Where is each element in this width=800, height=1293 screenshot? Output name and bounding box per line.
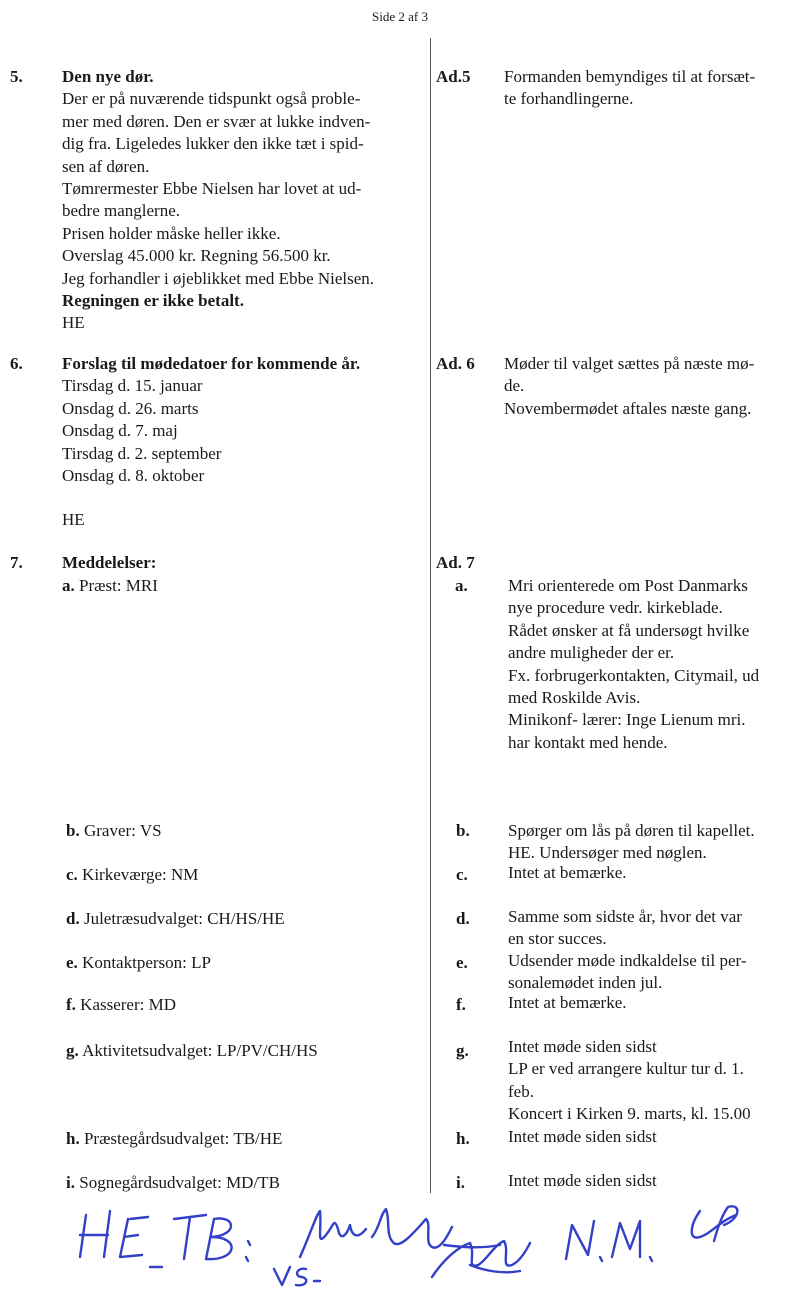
ad-letter-a: a. xyxy=(455,576,468,595)
subitem-letter: e. xyxy=(66,953,78,972)
subitem-label: Præstegårdsudvalget: TB/HE xyxy=(83,1129,283,1148)
item-5-line: Tømrermester Ebbe Nielsen har lovet at ud- xyxy=(62,179,362,199)
item-5-title: Den nye dør. xyxy=(62,67,154,86)
ad-letter-d: d. xyxy=(456,909,470,928)
subitem-label: Sognegårdsudvalget: MD/TB xyxy=(79,1173,280,1192)
ad-line: Novembermødet aftales næste gang. xyxy=(504,398,752,418)
item-6-ad-text xyxy=(504,353,754,420)
subitem-g xyxy=(66,1040,318,1062)
subitem-d xyxy=(66,908,285,930)
ad-line: har kontakt med hende. xyxy=(508,732,668,752)
ad-line: feb. xyxy=(508,1081,534,1101)
ad-text-f xyxy=(508,992,627,1014)
signature-he xyxy=(80,1211,162,1267)
item-6-line: Onsdag d. 8. oktober xyxy=(62,466,205,486)
subitem-letter: c. xyxy=(66,865,78,884)
item-5-left xyxy=(62,66,374,335)
item-6-ad-label: Ad. 6 xyxy=(436,354,475,373)
ad-line: te forhandlingerne. xyxy=(504,89,634,109)
item-5-bold-line: Regningen er ikke betalt. xyxy=(62,291,244,311)
ad-letter-i: i. xyxy=(456,1173,465,1192)
column-divider xyxy=(430,38,431,1193)
subitem-c xyxy=(66,864,198,886)
ad-line: sonalemødet inden jul. xyxy=(508,973,663,993)
item-7-title: Meddelelser: xyxy=(62,553,157,572)
item-5-line: Overslag 45.000 kr. Regning 56.500 kr. xyxy=(62,246,331,266)
ad-line: andre muligheder der er. xyxy=(508,643,675,663)
ad-text-h xyxy=(508,1126,657,1148)
subitem-label: Kasserer: MD xyxy=(80,995,177,1014)
ad-line: Intet møde siden sidst xyxy=(508,1037,657,1056)
subitem-label: Graver: VS xyxy=(83,821,162,840)
ad-line: HE. Undersøger med nøglen. xyxy=(508,843,707,863)
item-5-line: Prisen holder måske heller ikke. xyxy=(62,223,281,243)
page-label: Side 2 af 3 xyxy=(372,9,428,24)
ad-text-c xyxy=(508,862,627,884)
item-5-number: 5. xyxy=(10,67,23,86)
subitem-label: Juletræsudvalget: CH/HS/HE xyxy=(83,909,285,928)
item-5-line: sen af døren. xyxy=(62,156,150,176)
signature-tb xyxy=(174,1215,250,1261)
item-6-title: Forslag til mødedatoer for kommende år. xyxy=(62,354,361,373)
subitem-a xyxy=(62,575,158,597)
item-5-line: bedre manglerne. xyxy=(62,201,180,221)
ad-line: en stor succes. xyxy=(508,929,607,949)
ad-line: Minikonf- lærer: Inge Lienum mri. xyxy=(508,710,746,730)
item-5-line: Der er på nuværende tidspunkt også proble- xyxy=(62,89,361,109)
ad-line: Formanden bemyndiges til at forsæt- xyxy=(504,67,756,86)
subitem-f xyxy=(66,994,176,1016)
signature-nm xyxy=(566,1221,652,1261)
subitem-label: Præst: MRI xyxy=(79,576,158,595)
item-5-line: dig fra. Ligeledes lukker den ikke tæt i spid- xyxy=(62,134,364,154)
item-6-line: Onsdag d. 26. marts xyxy=(62,398,199,418)
item-5-initials: HE xyxy=(62,313,85,333)
ad-line: Intet at bemærke. xyxy=(508,993,627,1012)
item-6-left xyxy=(62,353,360,487)
ad-line: Intet at bemærke. xyxy=(508,863,627,882)
ad-letter-h: h. xyxy=(456,1129,470,1148)
ad-letter-c: c. xyxy=(456,865,468,884)
item-6-initials: HE xyxy=(62,510,85,529)
subitem-label: Kontaktperson: LP xyxy=(82,953,211,972)
ad-text-a xyxy=(508,575,759,754)
ad-text-e xyxy=(508,950,747,995)
item-6-line: Tirsdag d. 2. september xyxy=(62,443,222,463)
item-5-line: mer med døren. Den er svær at lukke indven- xyxy=(62,111,371,131)
ad-line: Intet møde siden sidst xyxy=(508,1127,657,1146)
subitem-e xyxy=(66,952,211,974)
item-6-line: Tirsdag d. 15. januar xyxy=(62,376,203,396)
ad-line: nye procedure vedr. kirkeblade. xyxy=(508,598,723,618)
subitem-letter: f. xyxy=(66,995,76,1014)
ad-line: Samme som sidste år, hvor det var xyxy=(508,907,742,926)
ad-letter-b: b. xyxy=(456,821,470,840)
subitem-letter: i. xyxy=(66,1173,75,1192)
signature-scribble xyxy=(300,1209,500,1257)
subitem-letter: h. xyxy=(66,1129,80,1148)
item-6-line: Onsdag d. 7. maj xyxy=(62,421,178,441)
ad-line: LP er ved arrangere kultur tur d. 1. xyxy=(508,1059,744,1079)
subitem-h xyxy=(66,1128,282,1150)
subitem-label: Kirkeværge: NM xyxy=(82,865,199,884)
ad-text-d xyxy=(508,906,742,951)
item-5-line: Jeg forhandler i øjeblikket med Ebbe Nielsen. xyxy=(62,268,375,288)
ad-line: med Roskilde Avis. xyxy=(508,688,641,708)
ad-line: Udsender møde indkaldelse til per- xyxy=(508,951,747,970)
signature-vs xyxy=(274,1267,320,1285)
ad-line: Møder til valget sættes på næste mø- xyxy=(504,354,755,373)
handwritten-signatures xyxy=(0,1185,800,1293)
ad-line: Fx. forbrugerkontakten, Citymail, ud xyxy=(508,665,760,685)
signature-lp xyxy=(692,1206,738,1241)
ad-line: Mri orienterede om Post Danmarks xyxy=(508,576,748,595)
ad-letter-f: f. xyxy=(456,995,466,1014)
subitem-letter: d. xyxy=(66,909,80,928)
ad-text-g xyxy=(508,1036,751,1126)
subitem-letter: g. xyxy=(66,1041,79,1060)
item-5-ad-text xyxy=(504,66,755,111)
item-7-number: 7. xyxy=(10,553,23,572)
item-6-number: 6. xyxy=(10,354,23,373)
ad-line: Spørger om lås på døren til kapellet. xyxy=(508,821,755,840)
ad-text-b xyxy=(508,820,755,865)
subitem-b xyxy=(66,820,162,842)
item-7-ad-label: Ad. 7 xyxy=(436,553,475,572)
subitem-letter: a. xyxy=(62,576,75,595)
subitem-letter: b. xyxy=(66,821,80,840)
ad-line: Rådet ønsker at få undersøgt hvilke xyxy=(508,620,750,640)
ad-line: Intet møde siden sidst xyxy=(508,1171,657,1190)
ad-line: Koncert i Kirken 9. marts, kl. 15.00 xyxy=(508,1104,751,1124)
item-5-ad-label: Ad.5 xyxy=(436,67,471,86)
ad-letter-e: e. xyxy=(456,953,468,972)
subitem-label: Aktivitetsudvalget: LP/PV/CH/HS xyxy=(82,1041,318,1060)
ad-line: de. xyxy=(504,376,525,396)
ad-letter-g: g. xyxy=(456,1041,469,1060)
